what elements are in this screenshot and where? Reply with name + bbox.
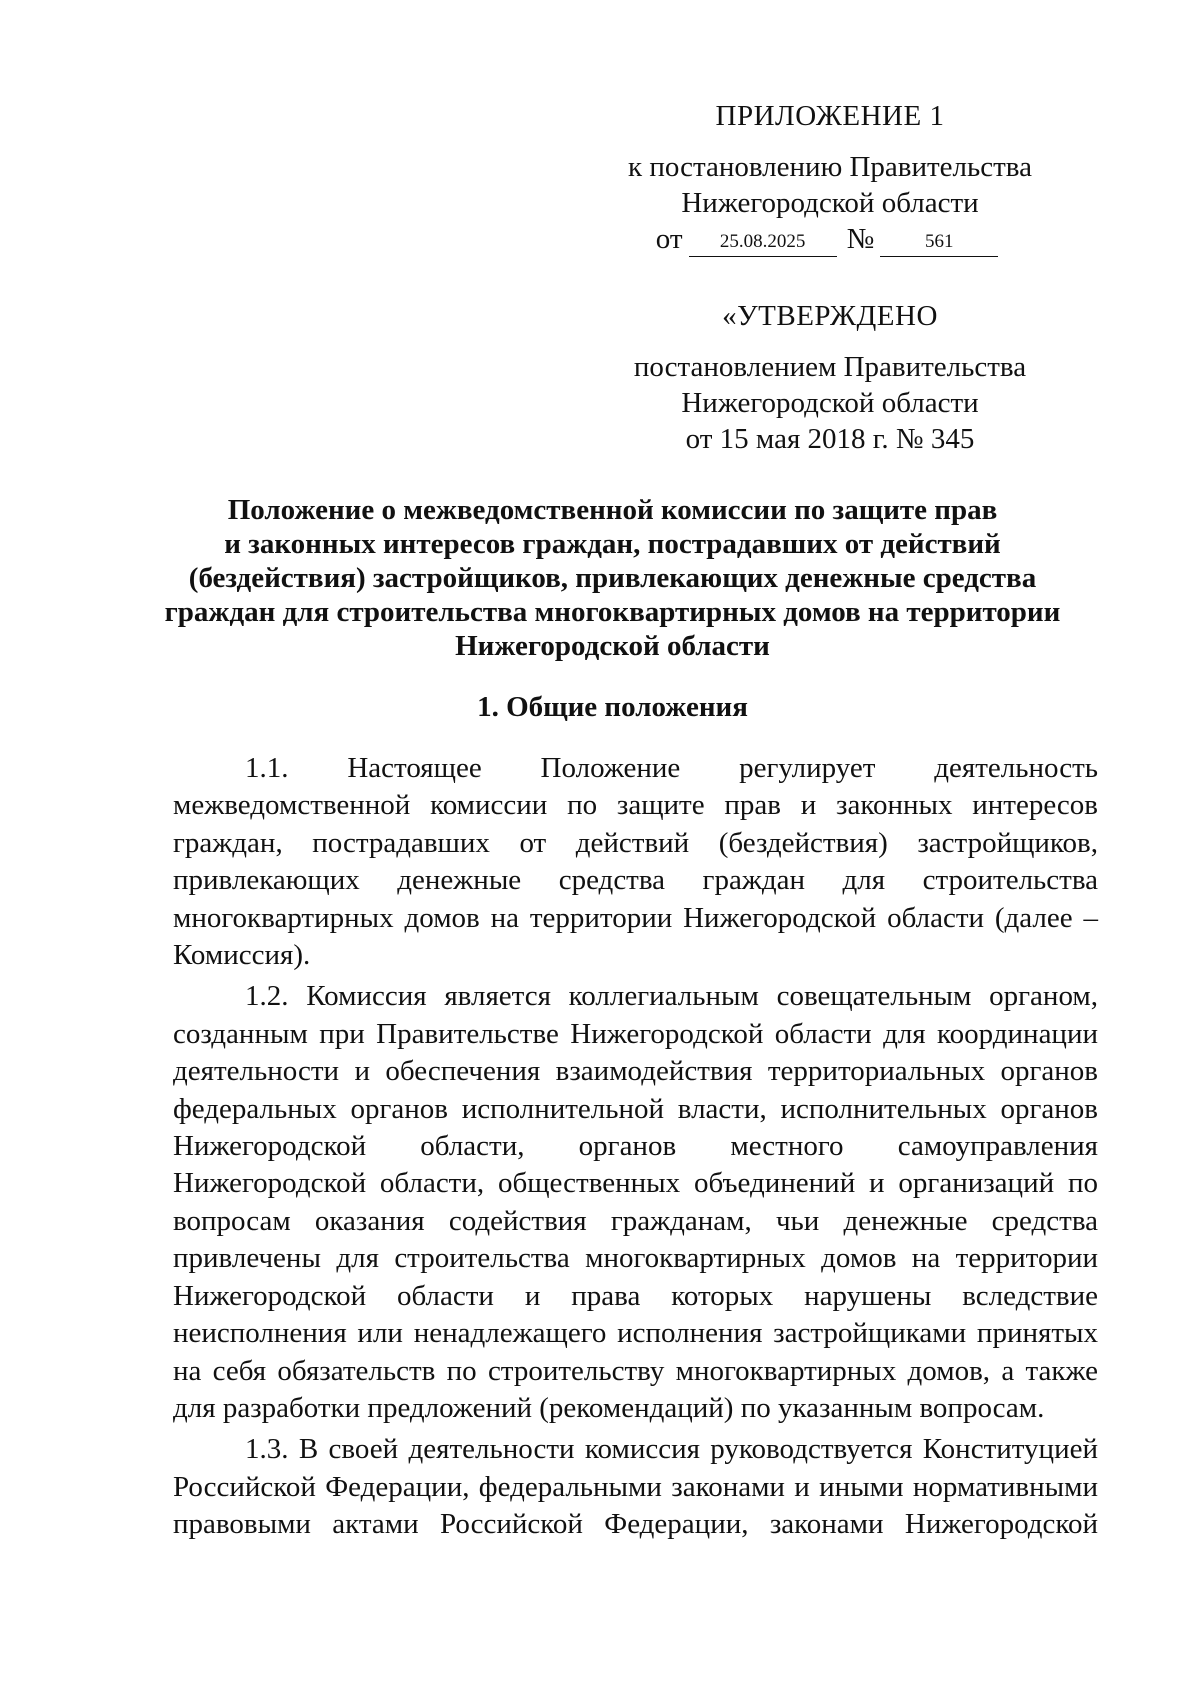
document-title-line: Положение о межведомственной комиссии по защите прав — [227, 494, 998, 526]
document-body — [173, 750, 1098, 1548]
date-prefix: от — [655, 223, 683, 255]
approved-header — [620, 298, 1040, 457]
number-sign: № — [846, 223, 875, 255]
appendix-header — [610, 98, 1050, 257]
approved-line-2: Нижегородской области — [681, 387, 979, 419]
document-title-line: Нижегородской области — [455, 630, 770, 662]
paragraph-1-3: 1.3. В своей деятельности комиссия руководствуется Конституцией Российской Федерации, федеральными законами и иными нормативными правовыми актами Российской Федерации, законами Нижегородской — [173, 1433, 1098, 1541]
resolution-number: 561 — [880, 228, 998, 257]
document-title-line: и законных интересов граждан, пострадавших от действий — [224, 528, 1001, 560]
approved-title: «УТВЕРЖДЕНО — [722, 300, 938, 332]
paragraph-1-2: 1.2. Комиссия является коллегиальным совещательным органом, созданным при Правительстве Нижегородской области для координации деятельности и обеспечения взаимодействия территориальных органов федеральных органов исполнительной власти, исполнительных органов Нижегородской области, органов местного самоуправления Нижегородской области, общественных объединений и организаций по вопросам оказания содействия гражданам, чьи денежные средства привлечены для строительства многоквартирных домов на территории Нижегородской области и права которых нарушены вследствие неисполнения или ненадлежащего исполнения застройщиками принятых на себя обязательств по строительству многоквартирных домов, а также для разработки предложений (рекомендаций) по указанным вопросам. — [173, 980, 1098, 1424]
document-title-line: (бездействия) застройщиков, привлекающих денежные средства — [188, 562, 1037, 594]
approved-line-1: постановлением Правительства — [633, 351, 1027, 383]
approved-line-3: от 15 мая 2018 г. № 345 — [685, 423, 975, 455]
appendix-date-line — [610, 221, 1050, 257]
document-title-line: граждан для строительства многоквартирных домов на территории — [164, 596, 1061, 628]
appendix-line-1: к постановлению Правительства — [628, 151, 1032, 183]
section-title: 1. Общие положения — [477, 691, 748, 723]
paragraph-1-1: 1.1. Настоящее Положение регулирует деятельность межведомственной комиссии по защите прав и законных интересов граждан, пострадавших от действий (бездействия) застройщиков, привлекающих денежные средства граждан для строительства многоквартирных домов на территории Нижегородской области (далее – Комиссия). — [173, 752, 1098, 972]
appendix-line-2: Нижегородской области — [681, 187, 979, 219]
resolution-date: 25.08.2025 — [689, 228, 837, 257]
appendix-title: ПРИЛОЖЕНИЕ 1 — [715, 100, 945, 132]
document-title — [150, 493, 1075, 663]
